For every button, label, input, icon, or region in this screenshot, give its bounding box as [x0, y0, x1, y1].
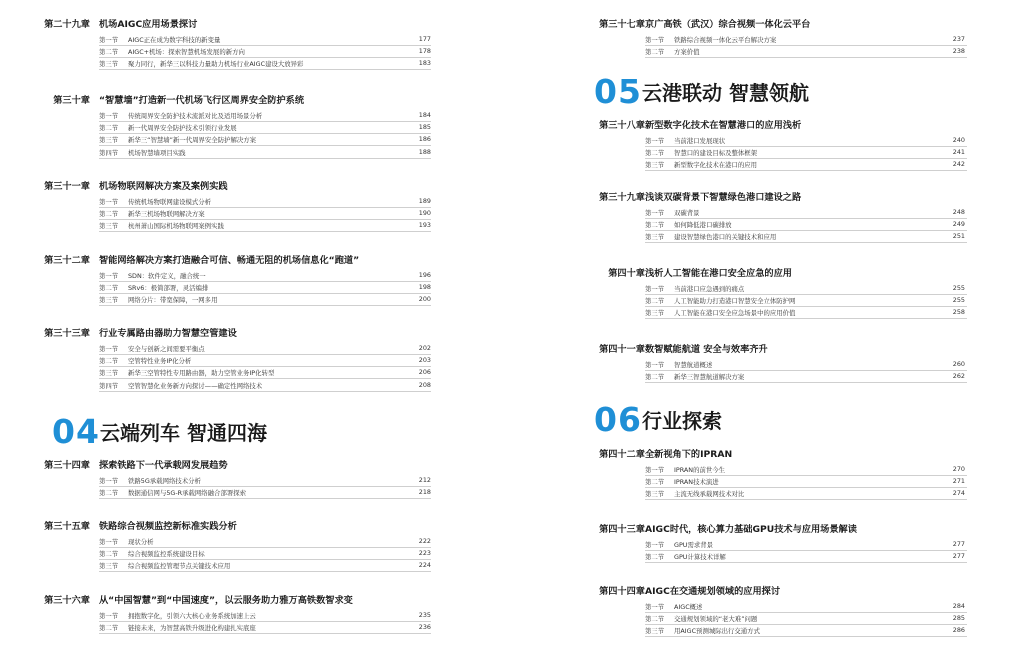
divider-line [645, 158, 967, 159]
chapter-number: 第四十四章 [599, 586, 645, 597]
section-number: 第三节 [645, 309, 665, 318]
section-number: 第二节 [99, 624, 119, 633]
section-title[interactable]: 新华三空管特性专用路由器，助力空管业务IP化转型 [128, 369, 275, 378]
section-title[interactable]: 方案价值 [674, 48, 700, 57]
chapter-number: 第三十三章 [44, 328, 90, 339]
divider-line [645, 242, 967, 243]
chapter-title[interactable]: 机场物联网解决方案及案例实践 [99, 181, 228, 192]
divider-line [99, 378, 431, 379]
section-title[interactable]: 空管智慧化业务新方向探讨——确定性网络技术 [128, 381, 263, 390]
divider-line [645, 306, 967, 307]
page-number: 271 [952, 477, 965, 486]
divider-line [99, 559, 431, 560]
chapter-title[interactable]: 智能网络解决方案打造融合可信、畅通无阻的机场信息化“跑道” [99, 255, 360, 266]
page-number: 240 [952, 136, 965, 144]
section-title[interactable]: 传统机场物联网建设模式分析 [128, 198, 212, 206]
chapter-number: 第三十七章 [599, 19, 645, 30]
section-number: 第三节 [645, 490, 665, 499]
chapter-title[interactable]: 浅析人工智能在港口安全应急的应用 [645, 268, 792, 279]
section-title[interactable]: IPRAN的前世今生 [674, 466, 726, 474]
section-title[interactable]: 铁路5G承载网络技术分析 [128, 477, 201, 485]
divider-line [645, 475, 967, 476]
section-title[interactable]: 空管特性业务IP化分析 [128, 357, 192, 366]
page-number: 255 [952, 296, 965, 305]
section-title[interactable]: SDN：软件定义，融合统一 [128, 272, 206, 280]
page-number: 237 [952, 35, 965, 43]
section-title[interactable]: SRv6：极简部署，灵活编排 [128, 284, 209, 293]
section-number: 第二节 [99, 550, 119, 559]
page-number: 235 [418, 611, 431, 619]
section-title[interactable]: 现状分析 [128, 538, 154, 546]
section-title[interactable]: GPU需求背景 [674, 541, 714, 549]
section-number: 第四节 [99, 148, 119, 157]
chapter-title[interactable]: 浅谈双碳背景下智慧绿色港口建设之路 [645, 192, 802, 203]
divider-line [99, 621, 431, 622]
divider-line [645, 382, 967, 383]
section-title[interactable]: 安全与创新之间需要平衡点 [128, 345, 205, 353]
chapter-title[interactable]: 铁路综合视频监控新标准实践分析 [99, 521, 237, 532]
section-title[interactable]: 建设智慧绿色港口的关键技术和应用 [674, 233, 777, 242]
chapter-number: 第四十一章 [599, 344, 645, 355]
chapter-number: 第三十五章 [44, 521, 90, 532]
divider-line [99, 121, 431, 122]
section-number: 第二节 [99, 124, 119, 133]
chapter-number: 第三十二章 [44, 255, 90, 266]
page-number: 258 [952, 308, 965, 317]
part-title: 云端列车 智通四海 [100, 421, 267, 445]
page-number: 285 [952, 614, 965, 623]
section-number: 第四节 [99, 381, 119, 390]
divider-line [99, 158, 431, 159]
chapter-title[interactable]: 京广高铁（武汉）综合视频一体化云平台 [645, 19, 811, 30]
section-number: 第一节 [99, 112, 119, 120]
divider-line [99, 69, 431, 70]
section-title[interactable]: 数据通信网与5G-R承载网络融合部署探索 [128, 489, 247, 498]
section-number: 第一节 [99, 198, 119, 206]
page-number: 255 [952, 284, 965, 292]
section-title[interactable]: 综合视频监控系统建设目标 [128, 550, 205, 559]
section-number: 第二节 [99, 357, 119, 366]
section-number: 第一节 [645, 209, 665, 217]
page-number: 222 [418, 537, 431, 545]
chapter-title[interactable]: 探索铁路下一代承载网发展趋势 [99, 460, 228, 471]
section-number: 第二节 [645, 149, 665, 158]
page-number: 248 [952, 208, 965, 216]
section-title[interactable]: 铁路综合视频一体化云平台解决方案 [674, 36, 777, 44]
section-number: 第二节 [645, 373, 665, 382]
section-title[interactable]: 新华三“智慧墙”新一代周界安全防护解决方案 [128, 136, 257, 145]
section-title[interactable]: GPU计算技术详解 [674, 553, 726, 562]
chapter-title[interactable]: AIGC时代，核心算力基础GPU技术与应用场景解读 [645, 524, 857, 535]
section-number: 第二节 [99, 210, 119, 219]
section-number: 第二节 [645, 297, 665, 306]
divider-line [645, 636, 967, 637]
page-number: 178 [418, 47, 431, 56]
chapter-title[interactable]: “智慧墙”打造新一代机场飞行区周界安全防护系统 [99, 95, 305, 106]
page-number: 270 [952, 465, 965, 473]
divider-line [99, 133, 431, 134]
section-number: 第三节 [99, 562, 119, 571]
divider-line [645, 487, 967, 488]
part-title: 行业探索 [642, 409, 722, 433]
section-title[interactable]: AIGC正在成为数字科技的新变量 [128, 36, 221, 44]
section-title[interactable]: AIGC概述 [674, 603, 703, 611]
section-title[interactable]: 人工智能在港口安全应急场景中的应用价值 [674, 309, 796, 318]
page-number: 186 [418, 135, 431, 144]
section-number: 第三节 [99, 296, 119, 305]
chapter-number: 第四十二章 [599, 449, 645, 460]
section-title[interactable]: 传统周界安全防护技术流派对比及适用场景分析 [128, 112, 263, 120]
section-number: 第一节 [645, 603, 665, 611]
section-title[interactable]: IPRAN技术演进 [674, 478, 719, 487]
section-title[interactable]: 聚力同行，新华三以科技力量助力机场行业AIGC建设大放异彩 [128, 60, 304, 69]
divider-line [99, 45, 431, 46]
divider-line [99, 498, 431, 499]
divider-line [645, 45, 967, 46]
divider-line [99, 219, 431, 220]
page-number: 177 [418, 35, 431, 43]
divider-line [99, 486, 431, 487]
page-number: 198 [418, 283, 431, 292]
section-number: 第三节 [99, 369, 119, 378]
page-number: 218 [418, 488, 431, 497]
section-number: 第一节 [645, 541, 665, 549]
page-number: 284 [952, 602, 965, 610]
section-title[interactable]: 主流无线承载网技术对比 [674, 490, 745, 499]
page-number: 277 [952, 540, 965, 548]
section-title[interactable]: 人工智能助力打造港口智慧安全立体防护网 [674, 297, 796, 306]
divider-line [645, 499, 967, 500]
divider-line [645, 218, 967, 219]
page-number: 236 [418, 623, 431, 632]
page-number: 188 [418, 147, 431, 156]
page-number: 184 [418, 111, 431, 119]
section-title[interactable]: 新华三机场物联网解决方案 [128, 210, 205, 219]
page-number: 183 [418, 59, 431, 68]
chapter-number: 第三十六章 [44, 595, 90, 606]
page-number: 200 [418, 295, 431, 304]
section-title[interactable]: 如何降低港口碳排放 [674, 221, 732, 230]
chapter-number: 第二十九章 [44, 19, 90, 30]
divider-line [645, 146, 967, 147]
section-number: 第二节 [645, 221, 665, 230]
section-title[interactable]: 综合视频监控管理节点关键技术应用 [128, 562, 231, 571]
section-number: 第一节 [645, 137, 665, 145]
section-number: 第一节 [99, 36, 119, 44]
section-number: 第一节 [99, 477, 119, 485]
chapter-title[interactable]: 新型数字化技术在智慧港口的应用浅析 [645, 120, 802, 131]
divider-line [645, 170, 967, 171]
chapter-title[interactable]: 数智赋能航道 安全与效率齐升 [645, 344, 768, 355]
divider-line [99, 231, 431, 232]
chapter-number: 第三十九章 [599, 192, 645, 203]
chapter-number: 第三十八章 [599, 120, 645, 131]
section-title[interactable]: 用AIGC预测城际出行交通方式 [674, 627, 760, 636]
chapter-number: 第四十章 [608, 268, 645, 279]
page-number: 206 [418, 368, 431, 377]
section-number: 第三节 [99, 222, 119, 231]
page-number: 202 [418, 344, 431, 352]
section-number: 第一节 [645, 466, 665, 474]
section-number: 第一节 [645, 285, 665, 293]
divider-line [99, 57, 431, 58]
page-number: 286 [952, 626, 965, 635]
chapter-number: 第三十一章 [44, 181, 90, 192]
section-title[interactable]: 网络分片：带宽保障，一网多用 [128, 296, 218, 305]
part-number: 05 [594, 72, 642, 111]
divider-line [645, 57, 967, 58]
chapter-title[interactable]: 从“中国智慧”到“中国速度”，以云服务助力雅万高铁数智求变 [99, 595, 353, 606]
section-title[interactable]: 拥抱数字化，引领六大核心业务系统加速上云 [128, 612, 256, 620]
section-number: 第二节 [645, 615, 665, 624]
page-number: 212 [418, 476, 431, 484]
section-title[interactable]: 杭州萧山国际机场物联网案例实践 [128, 222, 224, 231]
page-number: 249 [952, 220, 965, 229]
section-number: 第二节 [645, 478, 665, 487]
page-number: 203 [418, 356, 431, 365]
section-number: 第三节 [645, 627, 665, 636]
section-number: 第三节 [645, 161, 665, 170]
section-number: 第二节 [99, 48, 119, 57]
section-number: 第二节 [645, 48, 665, 57]
page-number: 190 [418, 209, 431, 218]
section-number: 第一节 [99, 272, 119, 280]
divider-line [99, 366, 431, 367]
divider-line [645, 612, 967, 613]
section-title[interactable]: 新一代周界安全防护技术引领行业发展 [128, 124, 237, 133]
section-number: 第二节 [645, 553, 665, 562]
page-number: 274 [952, 489, 965, 498]
section-number: 第二节 [99, 284, 119, 293]
section-title[interactable]: 机场智慧墙项目实践 [128, 148, 186, 157]
page-number: 193 [418, 221, 431, 230]
section-title[interactable]: AIGC+机场：探索智慧机场发展的新方向 [128, 48, 245, 57]
page-number: 185 [418, 123, 431, 132]
page-number: 196 [418, 271, 431, 279]
page-number: 189 [418, 197, 431, 205]
part-title: 云港联动 智慧领航 [642, 81, 809, 105]
divider-line [99, 391, 431, 392]
section-title[interactable]: 双碳背景 [674, 209, 700, 217]
page-number: 251 [952, 232, 965, 241]
section-number: 第一节 [99, 345, 119, 353]
section-number: 第三节 [645, 233, 665, 242]
divider-line [645, 624, 967, 625]
divider-line [99, 207, 431, 208]
section-number: 第三节 [99, 60, 119, 69]
section-number: 第二节 [99, 489, 119, 498]
chapter-title[interactable]: 机场AIGC应用场景探讨 [99, 19, 198, 30]
divider-line [99, 281, 431, 282]
divider-line [99, 633, 431, 634]
section-number: 第一节 [99, 538, 119, 546]
page-number: 238 [952, 47, 965, 56]
chapter-number: 第三十章 [53, 95, 90, 106]
section-number: 第三节 [99, 136, 119, 145]
page-number: 277 [952, 552, 965, 561]
divider-line [99, 293, 431, 294]
divider-line [645, 370, 967, 371]
section-number: 第一节 [645, 361, 665, 369]
divider-line [645, 562, 967, 563]
section-title[interactable]: 智慧口的建设目标及整体框架 [674, 149, 758, 158]
divider-line [645, 550, 967, 551]
section-title[interactable]: 智慧航道概述 [674, 361, 713, 369]
section-number: 第一节 [99, 612, 119, 620]
chapter-number: 第四十三章 [599, 524, 645, 535]
part-number: 04 [52, 412, 100, 451]
chapter-title[interactable]: AIGC在交通规划领域的应用探讨 [645, 586, 781, 597]
chapter-title[interactable]: 行业专属路由器助力智慧空管建设 [99, 328, 237, 339]
divider-line [99, 571, 431, 572]
divider-line [645, 230, 967, 231]
divider-line [99, 305, 431, 306]
divider-line [99, 547, 431, 548]
page-number: 208 [418, 380, 431, 389]
section-title[interactable]: 新型数字化技术在港口的应用 [674, 161, 758, 170]
section-title[interactable]: 当前港口发展现状 [674, 137, 726, 145]
page-number: 223 [418, 549, 431, 558]
section-title[interactable]: 新华三智慧航道解决方案 [674, 373, 745, 382]
page-number: 260 [952, 360, 965, 368]
section-title[interactable]: 当前港口应急遇到的痛点 [674, 285, 745, 293]
divider-line [645, 294, 967, 295]
divider-line [645, 318, 967, 319]
page-number: 224 [418, 561, 431, 570]
section-title[interactable]: 链接未来，为智慧高铁升级进化构建扎实底座 [128, 624, 256, 633]
chapter-title[interactable]: 全新视角下的IPRAN [645, 449, 733, 460]
part-number: 06 [594, 400, 642, 439]
chapter-number: 第三十四章 [44, 460, 90, 471]
page-number: 242 [952, 160, 965, 169]
section-title[interactable]: 交通规划领域的“老大难”问题 [674, 615, 758, 624]
divider-line [99, 354, 431, 355]
page-number: 262 [952, 372, 965, 381]
page-number: 241 [952, 148, 965, 157]
divider-line [99, 145, 431, 146]
section-number: 第一节 [645, 36, 665, 44]
